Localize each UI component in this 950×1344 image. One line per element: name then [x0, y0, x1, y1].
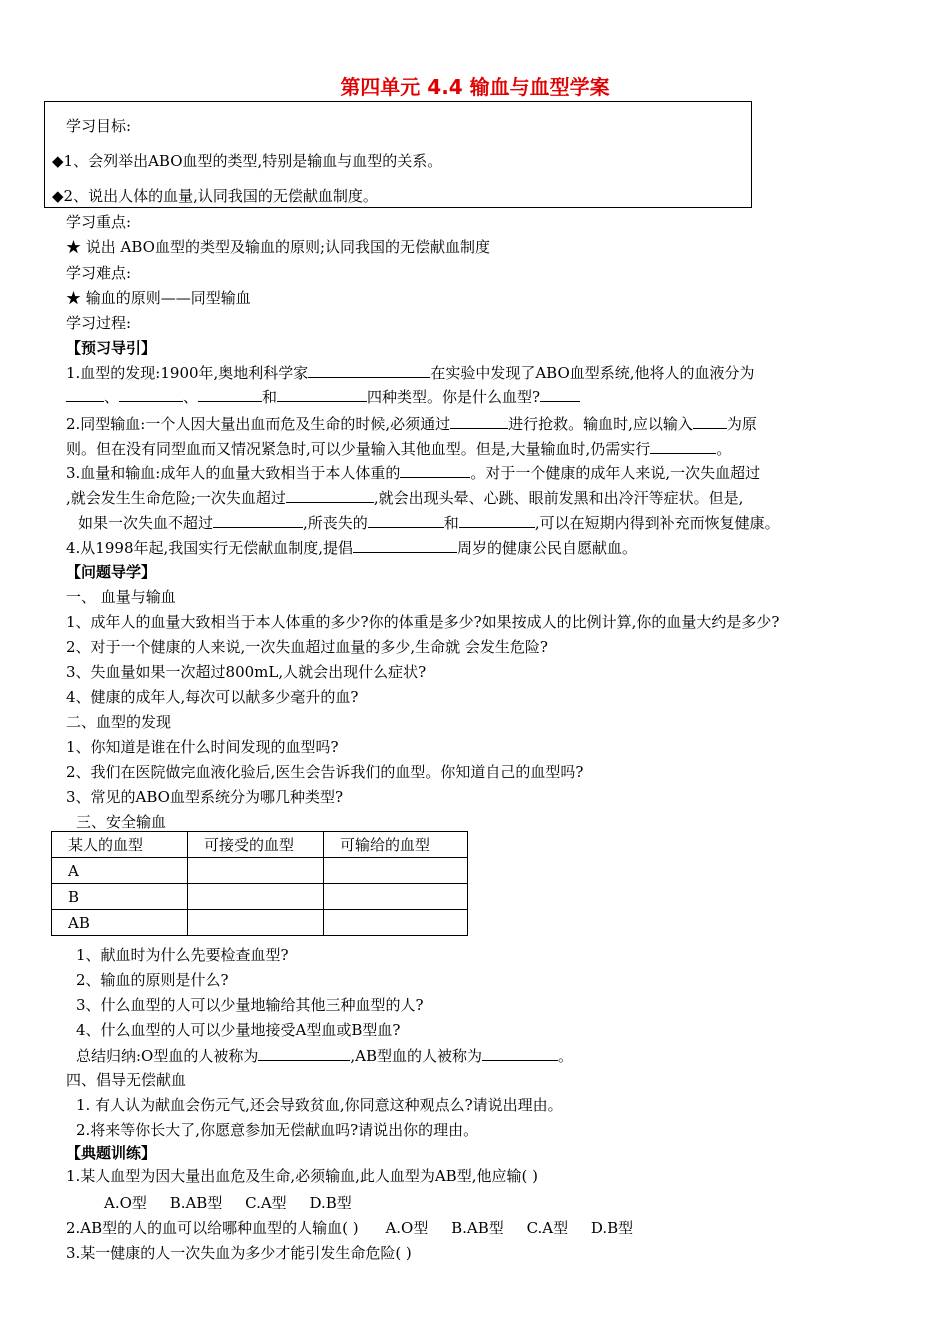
blank-scientist: [308, 362, 430, 378]
preview-q1-a: 1.血型的发现:1900年,奥地利科学家: [66, 364, 309, 382]
preview-q1-sep: 、: [183, 388, 199, 406]
table-cell: A: [52, 858, 188, 884]
s2-item-1: 1、你知道是谁在什么时间发现的血型吗?: [66, 738, 339, 756]
preview-q3-b: 。对于一个健康的成年人来说,一次失血超过: [470, 464, 761, 482]
blank-universal-donor: [258, 1045, 350, 1061]
section-3-title: 三、安全输血: [76, 813, 167, 831]
goal-item-2: ◆2、说出人体的血量,认同我国的无偿献血制度。: [52, 187, 378, 205]
s3-item-1: 1、献血时为什么先要检查血型?: [76, 946, 289, 964]
exercise-q2-options: [385, 1219, 651, 1237]
s1-item-2: 2、对于一个健康的人来说,一次失血超过血量的多少,生命就 会发生危险?: [66, 638, 548, 656]
focus-text: ★ 说出 ABO血型的类型及输血的原则;认同我国的无偿献血制度: [66, 238, 491, 256]
exercise-q2-line: [66, 1218, 651, 1238]
blank-type-1: [66, 386, 104, 402]
problems-heading: 【问题导学】: [66, 563, 157, 581]
s1-item-1: 1、成年人的血量大致相当于本人体重的多少?你的体重是多少?如果按成人的比例计算,你的血量大约是多少?: [66, 613, 780, 631]
table-row: [52, 910, 468, 936]
table-cell: [324, 858, 468, 884]
option: A.O型: [385, 1219, 429, 1237]
blank-blood-ratio: [400, 462, 470, 478]
preview-q3-line3: [78, 512, 780, 533]
preview-q3-line1: [66, 462, 760, 483]
option: B.AB型: [169, 1194, 223, 1212]
option: D.B型: [590, 1219, 634, 1237]
table-header-cell: 可接受的血型: [188, 832, 324, 858]
goal-item-1: ◆1、会列举出ABO血型的类型,特别是输血与血型的关系。: [52, 152, 443, 170]
difficulty-heading: 学习难点:: [66, 264, 132, 282]
blank-lost-2: [459, 512, 535, 528]
preview-q2-c: 为原: [726, 415, 757, 433]
s2-item-3: 3、常见的ABO血型系统分为哪几种类型?: [66, 788, 344, 806]
preview-q3-e: 如果一次失血不超过: [78, 514, 214, 532]
preview-q2-a: 2.同型输血:一个人因大量出血而危及生命的时候,必须通过: [66, 415, 451, 433]
option: B.AB型: [451, 1219, 504, 1237]
preview-q3-d: ,就会出现头晕、心跳、眼前发黑和出冷汗等症状。但是,: [373, 489, 744, 507]
blank-type-4: [277, 386, 367, 402]
preview-q1-line1: [66, 362, 755, 383]
blank-transfusion-method: [450, 413, 508, 429]
preview-q1-b: 在实验中发现了ABO血型系统,他将人的血液分为: [430, 364, 755, 382]
table-header-row: [52, 832, 468, 858]
preview-q3-c: ,就会发生生命危险;一次失血超过: [66, 489, 286, 507]
preview-q2-e: 。: [716, 440, 732, 458]
preview-q1-e: 四种类型。你是什么血型?: [367, 388, 541, 406]
s3-summary: [76, 1045, 573, 1066]
section-2-title: 二、血型的发现: [66, 713, 172, 731]
blank-lost-1: [368, 512, 444, 528]
blank-loss-2: [286, 487, 374, 503]
s1-item-3: 3、失血量如果一次超过800mL,人就会出现什么症状?: [66, 663, 427, 681]
table-cell: [188, 910, 324, 936]
preview-q2-d: 则。但在没有同型血而又情况紧急时,可以少量输入其他血型。但是,大量输血时,仍需实行: [66, 440, 651, 458]
table-header-cell: 某人的血型: [52, 832, 188, 858]
preview-q1-line2: [66, 386, 580, 407]
table-cell: [324, 884, 468, 910]
blank-rule: [650, 438, 716, 454]
option: D.B型: [309, 1194, 352, 1212]
preview-q2-line1: [66, 413, 757, 434]
summary-a: 总结归纳:O型血的人被称为: [76, 1047, 259, 1065]
table-cell: [188, 884, 324, 910]
table-header-cell: 可输给的血型: [324, 832, 468, 858]
s3-item-3: 3、什么血型的人可以少量地输给其他三种血型的人?: [76, 996, 424, 1014]
focus-heading: 学习重点:: [66, 213, 132, 231]
process-heading: 学习过程:: [66, 314, 132, 332]
blank-own-type: [540, 386, 580, 402]
s4-item-1: 1. 有人认为献血会伤元气,还会导致贫血,你同意这种观点么?请说出理由。: [76, 1096, 563, 1114]
s4-item-2: 2.将来等你长大了,你愿意参加无偿献血吗?请说出你的理由。: [76, 1121, 479, 1139]
table-cell: AB: [52, 910, 188, 936]
table-cell: [324, 910, 468, 936]
preview-q2-b: 进行抢救。输血时,应以输入: [508, 415, 693, 433]
exercise-q2: 2.AB型的人的血可以给哪种血型的人输血( ): [66, 1219, 359, 1237]
s1-item-4: 4、健康的成年人,每次可以献多少毫升的血?: [66, 688, 359, 706]
table-cell: B: [52, 884, 188, 910]
blank-universal-recipient: [482, 1045, 558, 1061]
preview-q3-g: 和: [443, 514, 459, 532]
blank-principle: [693, 413, 727, 429]
preview-heading: 【预习导引】: [66, 339, 157, 357]
preview-q1-d: 和: [262, 388, 278, 406]
s2-item-2: 2、我们在医院做完血液化验后,医生会告诉我们的血型。你知道自己的血型吗?: [66, 763, 584, 781]
option: A.O型: [104, 1194, 147, 1212]
s3-item-4: 4、什么血型的人可以少量地接受A型血或B型血?: [76, 1021, 401, 1039]
preview-q4-a: 4.从1998年起,我国实行无偿献血制度,提倡: [66, 539, 354, 557]
preview-q2-line2: [66, 438, 731, 459]
summary-c: 。: [557, 1047, 573, 1065]
table-row: [52, 858, 468, 884]
option: C.A型: [526, 1219, 569, 1237]
preview-q3-a: 3.血量和输血:成年人的血量大致相当于本人体重的: [66, 464, 401, 482]
exercises-heading: 【典题训练】: [66, 1144, 157, 1162]
preview-q3-h: ,可以在短期内得到补充而恢复健康。: [534, 514, 780, 532]
preview-q3-f: ,所丧失的: [303, 514, 368, 532]
blank-loss-3: [213, 512, 303, 528]
blank-type-3: [198, 386, 262, 402]
preview-q4-b: 周岁的健康公民自愿献血。: [457, 539, 638, 557]
section-4-title: 四、倡导无偿献血: [66, 1071, 187, 1089]
blood-type-table: [51, 831, 468, 936]
blank-type-2: [119, 386, 183, 402]
preview-q1-c: 、: [104, 388, 120, 406]
goals-heading: 学习目标:: [66, 117, 132, 135]
s3-item-2: 2、输血的原则是什么?: [76, 971, 229, 989]
blank-age: [353, 537, 457, 553]
exercise-q3: 3.某一健康的人一次失血为多少才能引发生命危险( ): [66, 1244, 412, 1262]
preview-q4: [66, 537, 637, 558]
summary-b: ,AB型血的人被称为: [350, 1047, 482, 1065]
exercise-q1: 1.某人血型为因大量出血危及生命,必须输血,此人血型为AB型,他应输( ): [66, 1167, 538, 1185]
table-row: [52, 884, 468, 910]
exercise-q1-options: [104, 1193, 370, 1213]
page-title: 第四单元 4.4 输血与血型学案: [340, 75, 610, 99]
option: C.A型: [245, 1194, 287, 1212]
table-cell: [188, 858, 324, 884]
difficulty-text: ★ 输血的原则——同型输血: [66, 289, 251, 307]
preview-q3-line2: [66, 487, 743, 508]
section-1-title: 一、 血量与输血: [66, 588, 176, 606]
